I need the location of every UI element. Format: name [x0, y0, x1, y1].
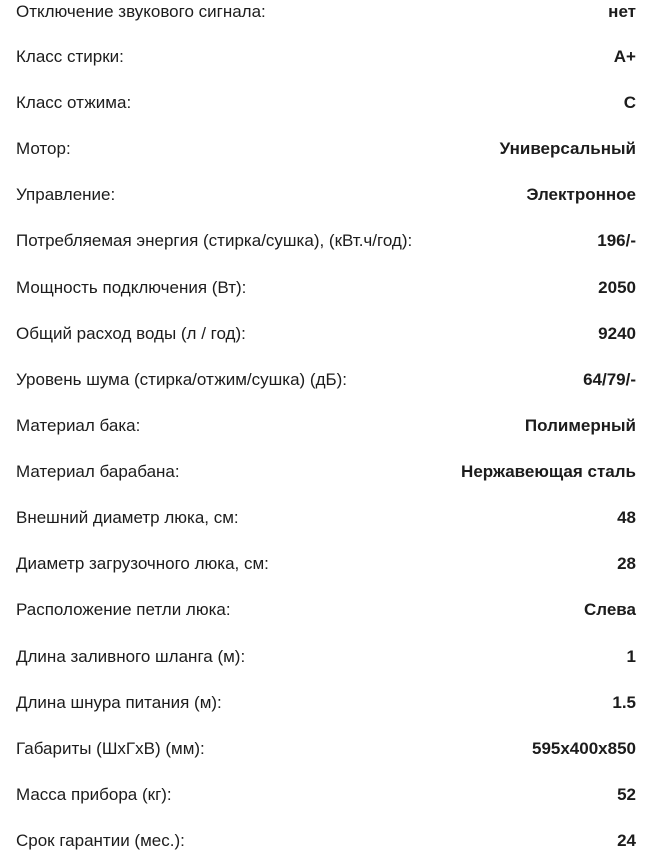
spec-row-weight: [16, 780, 636, 810]
spec-value: Электронное: [526, 185, 636, 204]
spec-label: Срок гарантии (мес.):: [16, 831, 185, 850]
spec-label: Длина шнура питания (м):: [16, 693, 222, 712]
spec-label: Отключение звукового сигнала:: [16, 2, 266, 21]
spec-value: 2050: [598, 278, 636, 297]
spec-label: Внешний диаметр люка, см:: [16, 508, 239, 527]
spec-row-sound-off: [16, 0, 636, 27]
spec-row-warranty: [16, 826, 636, 856]
spec-row-power: [16, 273, 636, 303]
spec-value: 1: [626, 647, 636, 666]
spec-value: 28: [617, 554, 636, 573]
spec-row-drum-material: [16, 457, 636, 487]
spec-value: 595x400x850: [531, 739, 636, 758]
spec-value: Нержавеющая сталь: [461, 462, 636, 481]
spec-value: 9240: [598, 324, 636, 343]
spec-row-energy: [16, 226, 636, 256]
spec-row-wash-class: [16, 42, 636, 72]
spec-row-inlet-hose-length: [16, 642, 636, 672]
spec-label: Уровень шума (стирка/отжим/сушка) (дБ):: [16, 370, 348, 389]
spec-value: 1.5: [612, 693, 636, 712]
spec-label: Габариты (ШхГхВ) (мм):: [16, 739, 205, 758]
spec-value: A+: [613, 47, 636, 66]
spec-row-motor: [16, 134, 636, 164]
spec-row-tank-material: [16, 411, 636, 441]
spec-row-power-cord-length: [16, 688, 636, 718]
spec-label: Мотор:: [16, 139, 71, 158]
spec-label: Класс стирки:: [16, 47, 124, 66]
spec-value: Полимерный: [524, 416, 636, 435]
spec-label: Длина заливного шланга (м):: [16, 647, 246, 666]
spec-row-dimensions: [16, 734, 636, 764]
spec-row-door-load-diameter: [16, 549, 636, 579]
spec-value: 48: [617, 508, 636, 527]
spec-label: Диаметр загрузочного люка, см:: [16, 554, 269, 573]
spec-value: C: [623, 93, 636, 112]
spec-label: Потребляемая энергия (стирка/сушка), (кВт.ч/год):: [16, 231, 413, 250]
spec-value: 24: [617, 831, 636, 850]
spec-label: Управление:: [16, 185, 116, 204]
spec-label: Общий расход воды (л / год):: [16, 324, 246, 343]
spec-row-noise: [16, 365, 636, 395]
spec-row-water: [16, 319, 636, 349]
spec-row-door-outer-diameter: [16, 503, 636, 533]
spec-label: Масса прибора (кг):: [16, 785, 172, 804]
spec-value: нет: [608, 2, 636, 21]
spec-label: Класс отжима:: [16, 93, 132, 112]
spec-value: Универсальный: [499, 139, 636, 158]
spec-label: Материал бака:: [16, 416, 141, 435]
spec-value: 64/79/-: [583, 370, 636, 389]
spec-label: Расположение петли люка:: [16, 600, 231, 619]
spec-row-control: [16, 180, 636, 210]
spec-label: Материал барабана:: [16, 462, 180, 481]
spec-label: Мощность подключения (Вт):: [16, 278, 247, 297]
spec-value: Слева: [584, 600, 636, 619]
spec-row-door-hinge: [16, 595, 636, 625]
spec-row-spin-class: [16, 88, 636, 118]
spec-value: 52: [617, 785, 636, 804]
spec-value: 196/-: [597, 231, 636, 250]
